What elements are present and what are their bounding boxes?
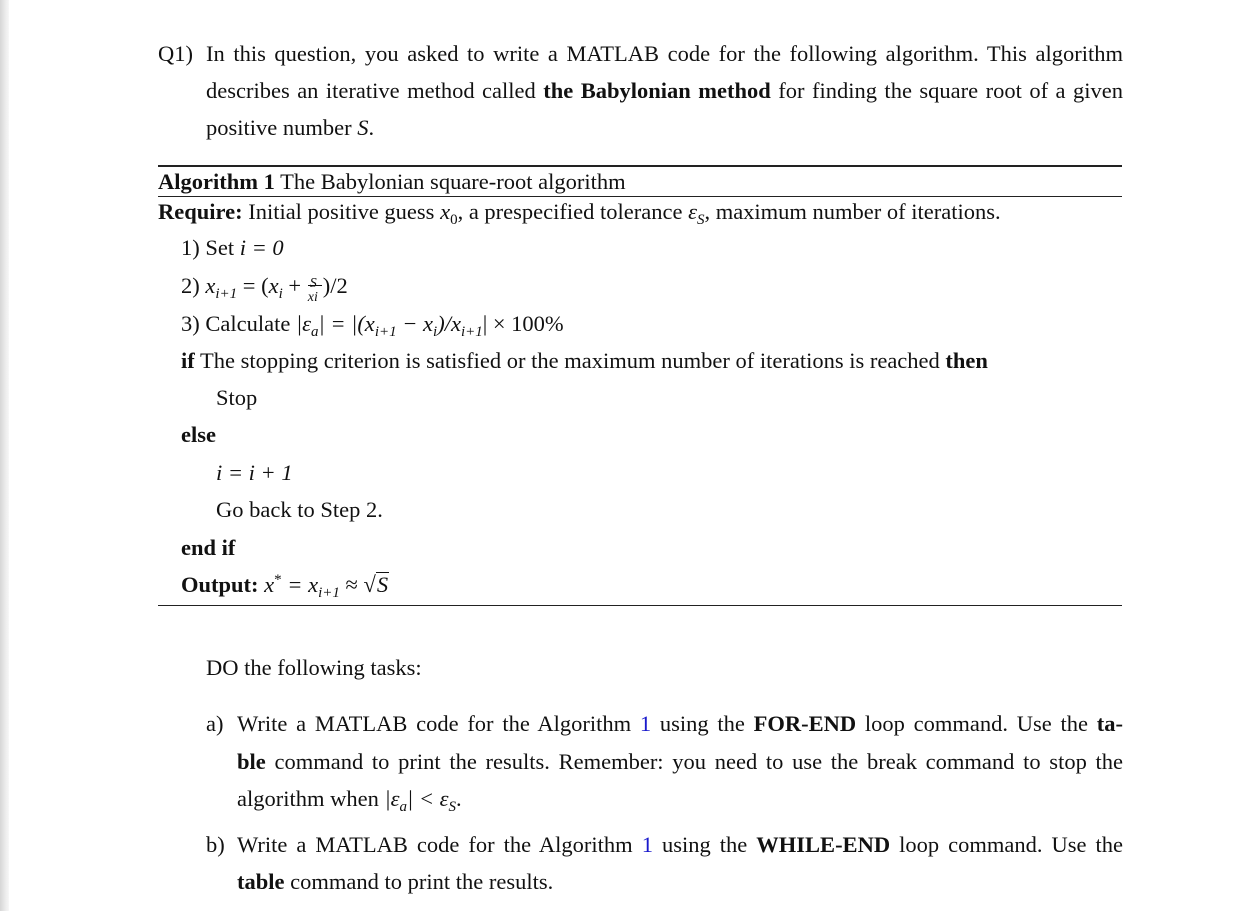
task-a-line-1: Write a MATLAB code for the Algorithm 1 using the FOR-END loop command. Use the ta- (237, 711, 1124, 736)
task-a-line-2: ble command to print the results. Remember: you need to use the break command to stop the (237, 749, 1124, 774)
algorithm-if-line: if The stopping criterion is satisfied or the maximum number of iterations is reached then (181, 348, 988, 373)
algorithm-go-back: Go back to Step 2. (216, 497, 383, 522)
question-line-1 (158, 40, 193, 68)
algorithm-output: Output: $x^* = x_{i+1} \approx √S$ (181, 572, 389, 601)
algorithm-else: else (181, 422, 216, 447)
task-a-label: a) (206, 711, 224, 736)
task-b-label: b) (206, 832, 225, 857)
question-text-line-1: In this question, you asked to write a MATLAB code for the following algorithm. This algorithm (206, 41, 1123, 66)
algorithm-caption-rule (158, 196, 1122, 197)
algorithm-stop: Stop (216, 385, 258, 410)
s-over-xi-fraction: S xi (307, 272, 323, 298)
algorithm-ref-link[interactable]: 1 (639, 711, 652, 736)
algorithm-require: Require: Initial positive guess $x_0$, a prespecified tolerance $\varepsilon_S$, maximum number of iterations. (158, 199, 1001, 228)
task-b-line-2: table command to print the results. (237, 869, 554, 894)
algorithm-caption: Algorithm 1 The Babylonian square-root algorithm (158, 169, 626, 194)
tasks-intro: DO the following tasks: (206, 655, 422, 680)
algorithm-label: Algorithm 1 (158, 169, 275, 194)
question-text-line-2: describes an iterative method called the Babylonian method for finding the square root of a given (206, 78, 1123, 103)
sqrt-s: S (376, 572, 389, 597)
algorithm-top-rule (158, 165, 1122, 167)
question-text-line-3: positive number S. (206, 115, 375, 140)
algorithm-step-2: 2) $x_{i+1} = (x_i$ + S xi )/2 (181, 273, 348, 305)
algorithm-step-3: 3) Calculate $|\varepsilon_a| = |(x_{i+1} - x_i)/x_{i+1}| \times 100\%$ (181, 311, 564, 340)
question-number: Q1) (158, 41, 193, 66)
task-a-line-3: algorithm when $|\varepsilon_a| < \varepsilon_S$. (237, 786, 462, 815)
babylonian-method-term: the Babylonian method (543, 78, 771, 103)
algorithm-increment: i = i + 1 (216, 460, 293, 485)
algorithm-ref-link[interactable]: 1 (641, 832, 653, 857)
page-edge-shadow (0, 0, 9, 911)
task-b-line-1: Write a MATLAB code for the Algorithm 1 using the WHILE-END loop command. Use the (237, 832, 1124, 857)
algorithm-bottom-rule (158, 605, 1122, 606)
algorithm-step-1: 1) Set i = 0 (181, 235, 284, 260)
algorithm-end-if: end if (181, 535, 236, 560)
